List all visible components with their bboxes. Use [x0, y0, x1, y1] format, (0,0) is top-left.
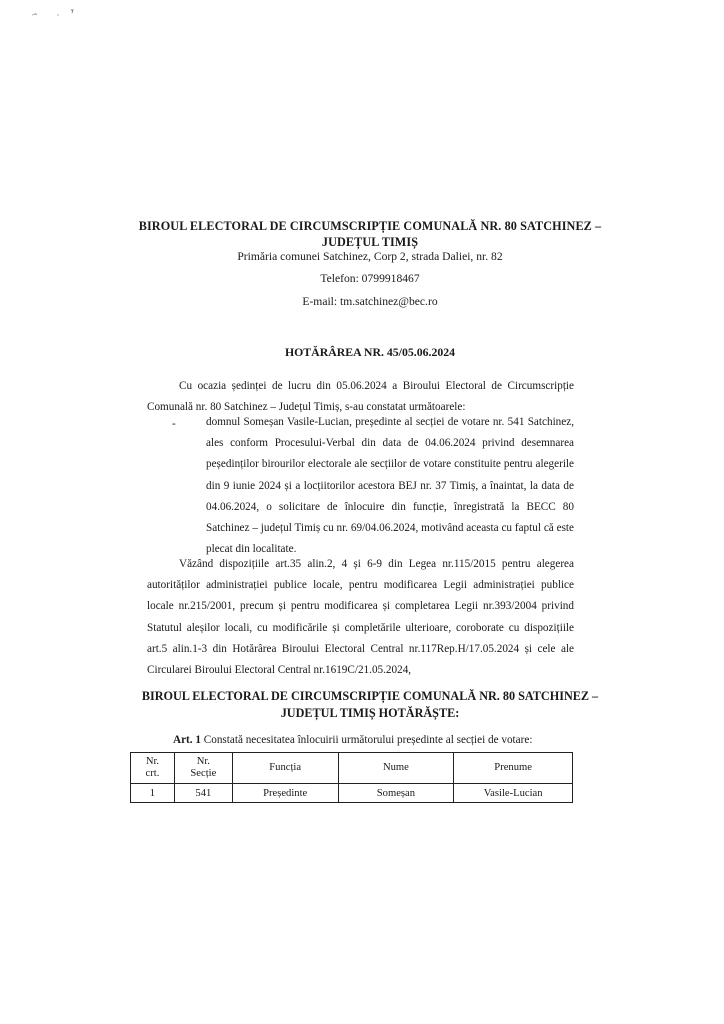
header-prenume: Prenume — [454, 753, 573, 784]
cell-nume: Someșan — [338, 784, 454, 803]
bullet-paragraph: domnul Someșan Vasile-Lucian, președinte al secției de votare nr. 541 Satchinez, ales conform Procesului-Verbal din data de 04.06.2024 privind desemnarea peședinților birourilor electorale ale secțiilor de votare constituite pentru alegerile din 9 iunie 2024 și a locțiitorilor acestora BEJ nr. 37 Timiș, a înaintat, la data de 04.06.2024, o solicitare de înlocuire din funcție, înregistrată la BECC 80 Satchinez – județul Timiș cu nr. 69/04.06.2024, motivând aceasta cu faptul că este plecat din localitate. — [206, 416, 574, 556]
cell-functia: Președinte — [232, 784, 338, 803]
table-row — [131, 784, 573, 803]
office-phone: Telefon: 0799918467 — [320, 272, 420, 285]
office-email: E-mail: tm.satchinez@bec.ro — [302, 295, 438, 308]
legal-basis-text: Văzând dispozițiile art.35 alin.2, 4 și 6-9 din Legea nr.115/2015 pentru alegerea autorităților administrației publice locale, pentru modificarea Legii administrației publice locale nr.215/2001, precum și pentru modificarea și completarea Legii nr.393/2004 privind Statutul aleșilor locali, cu modificările și completările ulterioare, coroborate cu dispozițiile art.5 alin.1-3 din Hotărârea Biroului Electoral Central nr.117Rep.H/17.05.2024 și cele ale Circularei Biroului Electoral Central nr.1619C/21.05.2024, — [147, 558, 574, 677]
office-address: Primăria comunei Satchinez, Corp 2, strada Daliei, nr. 82 — [237, 250, 503, 263]
scan-speck-marks — [28, 6, 88, 20]
resolution-title-line2: JUDEȚUL TIMIȘ HOTĂRĂȘTE: — [280, 706, 460, 720]
replacement-table — [130, 752, 573, 803]
electoral-office-title — [110, 218, 630, 250]
office-title-line2: JUDEȚUL TIMIȘ — [321, 235, 419, 249]
cell-nr-crt: 1 — [131, 784, 175, 803]
article-1-label: Art. 1 — [173, 734, 201, 746]
bullet-marker: - — [172, 418, 176, 430]
office-title-line1: BIROUL ELECTORAL DE CIRCUMSCRIPȚIE COMUNALĂ NR. 80 SATCHINEZ – — [138, 219, 602, 233]
legal-basis-paragraph — [147, 554, 574, 681]
decision-title: HOTĂRÂREA NR. 45/05.06.2024 — [284, 345, 456, 359]
header-nr-crt: Nr. crt. — [131, 753, 175, 784]
resolution-title-line1: BIROUL ELECTORAL DE CIRCUMSCRIPȚIE COMUNALĂ NR. 80 SATCHINEZ – — [141, 689, 599, 703]
article-1 — [173, 734, 532, 746]
table-header-row — [131, 753, 573, 784]
header-nr-sectie: Nr. Secție — [174, 753, 232, 784]
cell-nr-sectie: 541 — [174, 784, 232, 803]
article-1-text: Constată necesitatea înlocuirii următorului președinte al secției de votare: — [203, 734, 533, 746]
header-functia: Funcția — [232, 753, 338, 784]
header-nume: Nume — [338, 753, 454, 784]
resolution-title — [100, 688, 640, 722]
cell-prenume: Vasile-Lucian — [454, 784, 573, 803]
intro-text: Cu ocazia ședinței de lucru din 05.06.2024 a Biroului Electoral de Circumscripție Comunală nr. 80 Satchinez – Județul Timiș, s-au constatat următoarele: — [147, 380, 574, 414]
